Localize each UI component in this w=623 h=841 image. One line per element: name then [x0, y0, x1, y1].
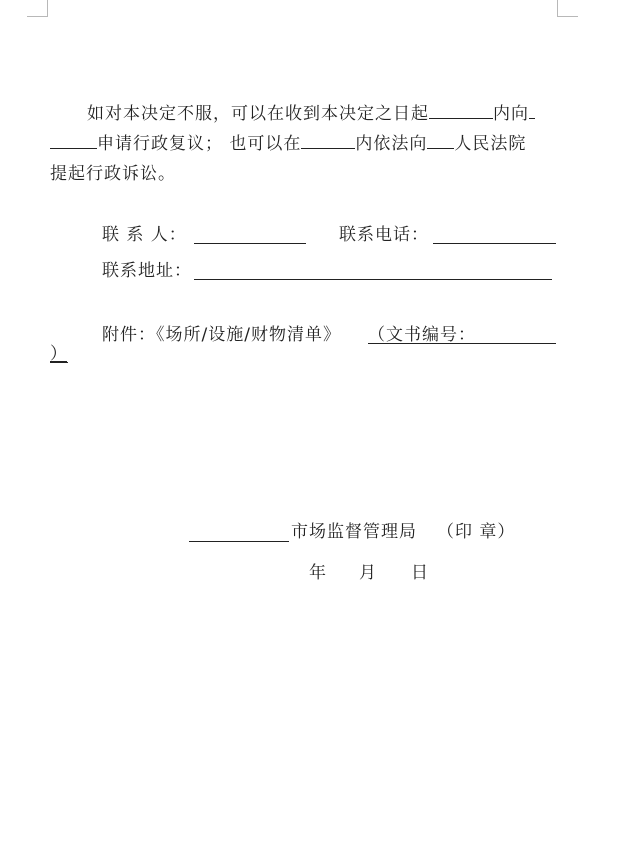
contact-person-label: 联 系 人：: [102, 225, 187, 245]
seal-label: （印 章）: [437, 522, 516, 542]
document-number-label: （文书编号：: [368, 325, 476, 345]
document-number-close-underline: [50, 361, 67, 362]
authority-name: 市场监督管理局: [291, 522, 417, 542]
bureau-name-blank: [189, 541, 289, 542]
paragraph-line-3: [50, 163, 176, 185]
lawsuit-text: 内依法向: [355, 134, 428, 154]
agency-blank-start: [529, 101, 535, 119]
contact-person-field: [194, 243, 306, 244]
reconsideration-text: 申请行政复议； 也可以在: [97, 134, 302, 154]
court-blank: [427, 131, 454, 149]
paragraph-line-2: [50, 131, 526, 155]
days-blank-2: [301, 131, 355, 149]
contact-phone-field: [433, 243, 556, 244]
attachment-label: 附件：《场所/设施/财物清单》: [102, 325, 341, 345]
crop-mark-top-right: [557, 0, 578, 17]
agency-blank: [50, 131, 97, 149]
date-year: 年: [309, 563, 327, 583]
date-month: 月: [359, 563, 377, 583]
document-number-field: [472, 343, 556, 344]
crop-mark-top-left: [27, 0, 48, 17]
days-blank-1: [429, 101, 493, 119]
document-number-close: ）: [50, 344, 68, 364]
attachment-line: [102, 324, 341, 346]
date-day: 日: [411, 563, 429, 583]
paragraph-line-1: [87, 101, 535, 125]
contact-phone-label: 联系电话：: [339, 225, 429, 245]
court-text: 人民法院: [454, 134, 527, 154]
appeal-within-text: 内向: [493, 104, 529, 124]
contact-address-field: [194, 279, 552, 280]
lawsuit-end-text: 提起行政诉讼。: [50, 164, 176, 184]
appeal-intro-text: 如对本决定不服，可以在收到本决定之日起: [87, 104, 429, 124]
contact-address-label: 联系地址：: [102, 261, 192, 281]
